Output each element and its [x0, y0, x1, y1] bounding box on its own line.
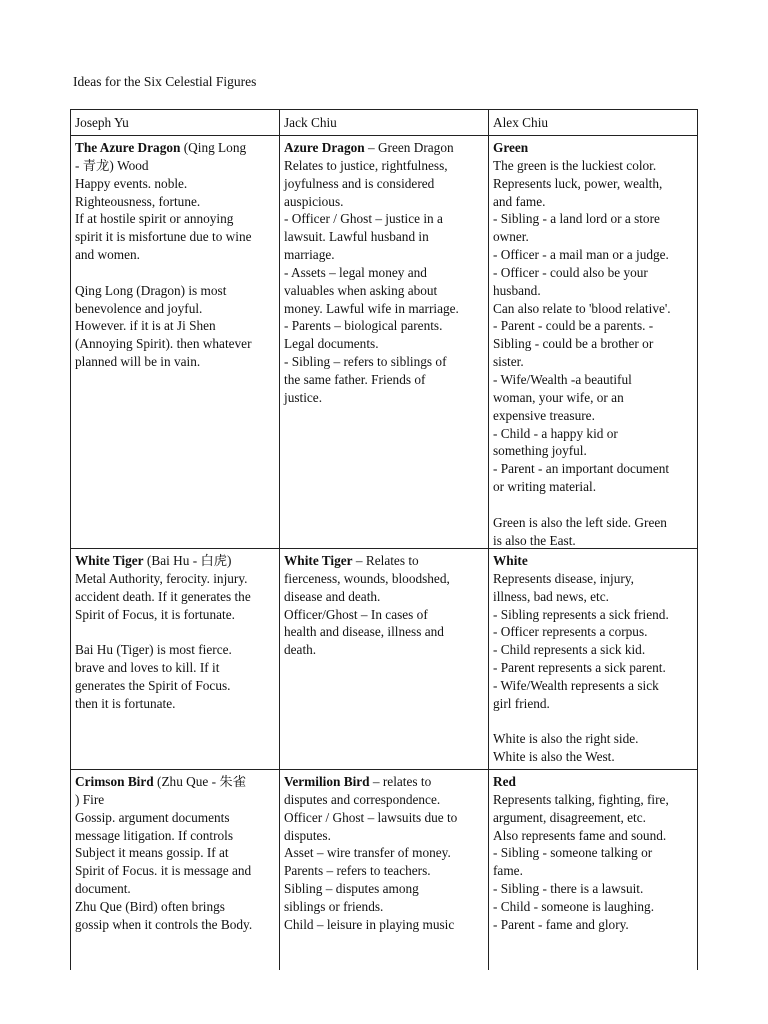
- cell-text-line: disputes and correspondence.: [284, 791, 441, 807]
- cell-text-line: valuables when asking about: [284, 282, 438, 298]
- table-cell-joseph-yu: [71, 770, 280, 970]
- cell-text-line: Also represents fame and sound.: [493, 827, 667, 843]
- cell-text-line: Officer/Ghost – In cases of: [284, 606, 428, 622]
- cell-text-line: - Officer - could also be your: [493, 264, 648, 280]
- cell-heading-rest: – Green Dragon: [364, 140, 454, 155]
- cell-text-line: - Officer - a mail man or a judge.: [493, 247, 669, 263]
- cell-text-line: woman, your wife, or an: [493, 389, 624, 405]
- cell-heading: [493, 773, 694, 791]
- cell-text-line: ) Fire: [75, 791, 105, 807]
- table-cell-alex-chiu: [489, 136, 698, 548]
- cell-text-line: Legal documents.: [284, 336, 379, 352]
- cell-text-line: If at hostile spirit or annoying: [75, 211, 234, 227]
- cell-heading: [75, 773, 276, 791]
- cell-spacer: [75, 264, 276, 282]
- cell-text-line: - Child - a happy kid or: [493, 425, 618, 441]
- cell-text-line: brave and loves to kill. If it: [75, 660, 220, 676]
- header-joseph-yu: Joseph Yu: [71, 110, 280, 135]
- cell-heading-bold: Green: [493, 140, 529, 155]
- cell-text-line: - Parents – biological parents.: [284, 318, 443, 334]
- cell-text-line: - Wife/Wealth represents a sick: [493, 677, 659, 693]
- cell-text-line: Spirit of Focus, it is fortunate.: [75, 606, 235, 622]
- cell-text-line: Gossip. argument documents: [75, 809, 230, 825]
- cell-text-line: lawsuit. Lawful husband in: [284, 229, 429, 245]
- cell-heading-bold: Crimson Bird: [75, 774, 154, 789]
- cell-text-line: Metal Authority, ferocity. injury.: [75, 570, 248, 586]
- cell-text-line: husband.: [493, 282, 541, 298]
- cell-text-line: disease and death.: [284, 588, 381, 604]
- cell-text-line: Green is also the left side. Green: [493, 514, 667, 530]
- cell-text-line: planned will be in vain.: [75, 354, 201, 370]
- cell-text-line: Bai Hu (Tiger) is most fierce.: [75, 642, 232, 658]
- celestial-figures-table: [70, 109, 698, 970]
- cell-text-line: Happy events. noble.: [75, 175, 188, 191]
- cell-text-line: Spirit of Focus. it is message and: [75, 863, 252, 879]
- header-alex-chiu: Alex Chiu: [489, 110, 698, 135]
- cell-heading-rest: (Zhu Que - 朱雀: [153, 774, 247, 789]
- cell-text-line: siblings or friends.: [284, 898, 384, 914]
- cell-text-line: expensive treasure.: [493, 407, 595, 423]
- table-header-row: [71, 110, 698, 136]
- table-row: [71, 549, 698, 770]
- cell-text-line: accident death. If it generates the: [75, 588, 251, 604]
- cell-text-line: marriage.: [284, 247, 335, 263]
- cell-spacer: [493, 496, 694, 514]
- cell-text-line: - Parent represents a sick parent.: [493, 660, 666, 676]
- cell-text-line: Relates to justice, rightfulness,: [284, 157, 448, 173]
- cell-text-line: illness, bad news, etc.: [493, 588, 609, 604]
- table-cell-jack-chiu: [280, 770, 489, 970]
- cell-heading-bold: Vermilion Bird: [284, 774, 370, 789]
- cell-text-line: is also the East.: [493, 532, 576, 548]
- cell-text-line: Represents luck, power, wealth,: [493, 175, 663, 191]
- cell-spacer: [75, 623, 276, 641]
- cell-text-line: auspicious.: [284, 193, 344, 209]
- cell-text-line: justice.: [284, 389, 323, 405]
- cell-text-line: fame.: [493, 863, 523, 879]
- cell-text-line: money. Lawful wife in marriage.: [284, 300, 459, 316]
- cell-heading-bold: White Tiger: [75, 553, 144, 568]
- table-cell-jack-chiu: [280, 549, 489, 769]
- cell-heading: [284, 139, 485, 157]
- cell-text-line: - Sibling - someone talking or: [493, 845, 653, 861]
- document-title: Ideas for the Six Celestial Figures: [73, 74, 257, 89]
- cell-text-line: girl friend.: [493, 695, 550, 711]
- cell-text-line: fierceness, wounds, bloodshed,: [284, 570, 450, 586]
- cell-text-line: then it is fortunate.: [75, 695, 176, 711]
- cell-heading-rest: (Qing Long: [180, 140, 247, 155]
- cell-heading-rest: – Relates to: [352, 553, 419, 568]
- cell-text-line: White is also the right side.: [493, 731, 639, 747]
- cell-text-line: The green is the luckiest color.: [493, 157, 657, 173]
- cell-text-line: Asset – wire transfer of money.: [284, 845, 451, 861]
- cell-text-line: Officer / Ghost – lawsuits due to: [284, 809, 458, 825]
- cell-text-line: - Officer represents a corpus.: [493, 624, 648, 640]
- cell-text-line: the same father. Friends of: [284, 371, 426, 387]
- cell-heading-bold: White: [493, 553, 528, 568]
- cell-text-line: - Sibling represents a sick friend.: [493, 606, 669, 622]
- cell-text-line: joyfulness and is considered: [284, 175, 435, 191]
- table-cell-jack-chiu: [280, 136, 489, 548]
- cell-text-line: or writing material.: [493, 479, 597, 495]
- cell-text-line: gossip when it controls the Body.: [75, 916, 253, 932]
- cell-text-line: death.: [284, 642, 317, 658]
- cell-text-line: Zhu Que (Bird) often brings: [75, 898, 225, 914]
- cell-text-line: - Parent - an important document: [493, 461, 670, 477]
- cell-text-line: health and disease, illness and: [284, 624, 444, 640]
- cell-heading-rest: (Bai Hu - 白虎): [143, 553, 232, 568]
- cell-text-line: and women.: [75, 247, 140, 263]
- cell-heading: [284, 552, 485, 570]
- cell-text-line: argument, disagreement, etc.: [493, 809, 646, 825]
- cell-text-line: Represents disease, injury,: [493, 570, 634, 586]
- cell-text-line: Righteousness, fortune.: [75, 193, 201, 209]
- cell-text-line: Parents – refers to teachers.: [284, 863, 431, 879]
- cell-heading-bold: Azure Dragon: [284, 140, 365, 155]
- cell-text-line: - 青龙) Wood: [75, 157, 149, 173]
- cell-text-line: owner.: [493, 229, 529, 245]
- cell-text-line: Qing Long (Dragon) is most: [75, 282, 227, 298]
- cell-text-line: - Sibling - there is a lawsuit.: [493, 881, 644, 897]
- cell-text-line: White is also the West.: [493, 749, 615, 765]
- cell-text-line: generates the Spirit of Focus.: [75, 677, 231, 693]
- cell-text-line: disputes.: [284, 827, 331, 843]
- table-cell-joseph-yu: [71, 136, 280, 548]
- table-row: [71, 770, 698, 970]
- cell-text-line: - Parent - could be a parents. -: [493, 318, 654, 334]
- cell-text-line: - Child represents a sick kid.: [493, 642, 646, 658]
- cell-text-line: benevolence and joyful.: [75, 300, 203, 316]
- cell-text-line: document.: [75, 881, 131, 897]
- table-row: [71, 136, 698, 549]
- cell-heading-bold: White Tiger: [284, 553, 353, 568]
- cell-text-line: - Wife/Wealth -a beautiful: [493, 371, 632, 387]
- cell-heading: [75, 139, 276, 157]
- cell-text-line: spirit it is misfortune due to wine: [75, 229, 252, 245]
- cell-heading: [493, 139, 694, 157]
- cell-text-line: (Annoying Spirit). then whatever: [75, 336, 252, 352]
- table-cell-alex-chiu: [489, 770, 698, 970]
- cell-text-line: Represents talking, fighting, fire,: [493, 791, 669, 807]
- cell-text-line: and fame.: [493, 193, 546, 209]
- cell-text-line: sister.: [493, 354, 524, 370]
- cell-text-line: - Parent - fame and glory.: [493, 916, 629, 932]
- cell-heading-bold: The Azure Dragon: [75, 140, 181, 155]
- cell-text-line: Sibling – disputes among: [284, 881, 419, 897]
- cell-text-line: Can also relate to 'blood relative'.: [493, 300, 671, 316]
- cell-heading-rest: – relates to: [369, 774, 432, 789]
- cell-text-line: Sibling - could be a brother or: [493, 336, 654, 352]
- cell-text-line: - Child - someone is laughing.: [493, 898, 655, 914]
- table-cell-alex-chiu: [489, 549, 698, 769]
- cell-text-line: - Officer / Ghost – justice in a: [284, 211, 443, 227]
- cell-text-line: - Sibling - a land lord or a store: [493, 211, 660, 227]
- table-cell-joseph-yu: [71, 549, 280, 769]
- cell-heading: [75, 552, 276, 570]
- cell-heading-bold: Red: [493, 774, 516, 789]
- cell-heading: [493, 552, 694, 570]
- header-jack-chiu: Jack Chiu: [280, 110, 489, 135]
- cell-heading: [284, 773, 485, 791]
- cell-text-line: something joyful.: [493, 443, 587, 459]
- cell-text-line: Child – leisure in playing music: [284, 916, 455, 932]
- cell-spacer: [493, 713, 694, 731]
- cell-text-line: - Sibling – refers to siblings of: [284, 354, 447, 370]
- cell-text-line: However. if it is at Ji Shen: [75, 318, 216, 334]
- cell-text-line: - Assets – legal money and: [284, 264, 427, 280]
- cell-text-line: message litigation. If controls: [75, 827, 234, 843]
- cell-text-line: Subject it means gossip. If at: [75, 845, 229, 861]
